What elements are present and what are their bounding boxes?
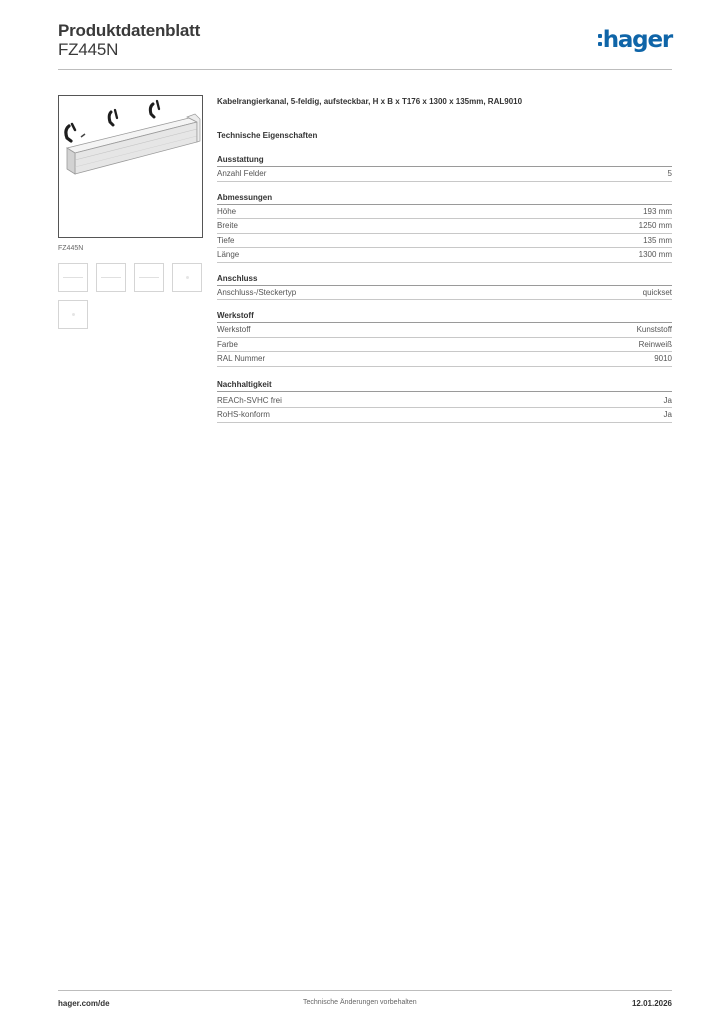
spec-label: Höhe [217,206,237,216]
hager-logo [598,26,672,54]
spec-label: Länge [217,250,240,259]
spec-value: 5 [667,169,672,178]
section-nachhaltigkeit [217,379,672,423]
thumbnail-2[interactable] [96,263,126,292]
document-date: 12.01.2026 [631,999,672,1008]
spec-row [217,352,672,367]
spec-value: Kunststoff [636,325,672,334]
product-details [217,96,672,423]
section-title: Nachhaltigkeit [217,379,672,392]
spec-label: Anschluss-/Steckertyp [217,287,297,297]
product-image [58,95,203,238]
spec-value: 9010 [654,354,672,363]
image-caption: FZ445N [58,245,84,252]
spec-label: Tiefe [217,235,235,245]
spec-row [217,219,672,234]
spec-label: REACh-SVHC frei [217,395,282,405]
section-title: Anschluss [217,273,672,286]
spec-value: 135 mm [643,235,672,245]
document-header [58,20,672,70]
section-anschluss [217,273,672,301]
spec-row [217,323,672,338]
spec-row [217,167,672,182]
spec-value: Ja [663,395,672,405]
thumbnail-4[interactable] [172,263,202,292]
spec-value: 1250 mm [638,221,672,230]
thumbnail-1[interactable] [58,263,88,292]
spec-row [217,408,672,423]
spec-label: RoHS-konform [217,410,270,419]
thumbnail-3[interactable] [134,263,164,292]
section-title: Abmessungen [217,192,672,205]
section-ausstattung [217,154,672,182]
thumbnail-5[interactable] [58,300,88,329]
website-link[interactable]: hager.com/de [58,999,110,1008]
spec-row [217,394,672,409]
spec-value: Ja [663,410,672,419]
logo-dots-icon [598,34,602,46]
spec-value: quickset [642,287,672,297]
cable-duct-illustration [59,96,202,237]
spec-label: RAL Nummer [217,354,266,363]
logo-wordmark: hager [602,26,672,53]
spec-label: Breite [217,221,238,230]
technical-properties-heading: Technische Eigenschaften [217,131,318,140]
document-title: Produktdatenblatt [58,21,201,40]
spec-value: Reinweiß [638,339,672,349]
spec-value: 1300 mm [638,250,672,259]
spec-row [217,286,672,301]
section-title: Werkstoff [217,310,672,323]
spec-label: Farbe [217,339,238,349]
section-title: Ausstattung [217,154,672,167]
spec-label: Werkstoff [217,325,251,334]
article-number: FZ445N [58,40,119,59]
spec-row [217,234,672,249]
section-abmessungen [217,192,672,263]
spec-value: 193 mm [643,206,672,216]
document-footer [58,990,672,1008]
section-werkstoff [217,310,672,367]
disclaimer-text: Technische Änderungen vorbehalten [303,999,417,1006]
spec-row [217,338,672,353]
spec-row [217,205,672,220]
product-description: Kabelrangierkanal, 5-feldig, aufsteckbar, H x B x T176 x 1300 x 135mm, RAL9010 [217,97,523,106]
spec-row [217,248,672,263]
spec-label: Anzahl Felder [217,169,267,178]
